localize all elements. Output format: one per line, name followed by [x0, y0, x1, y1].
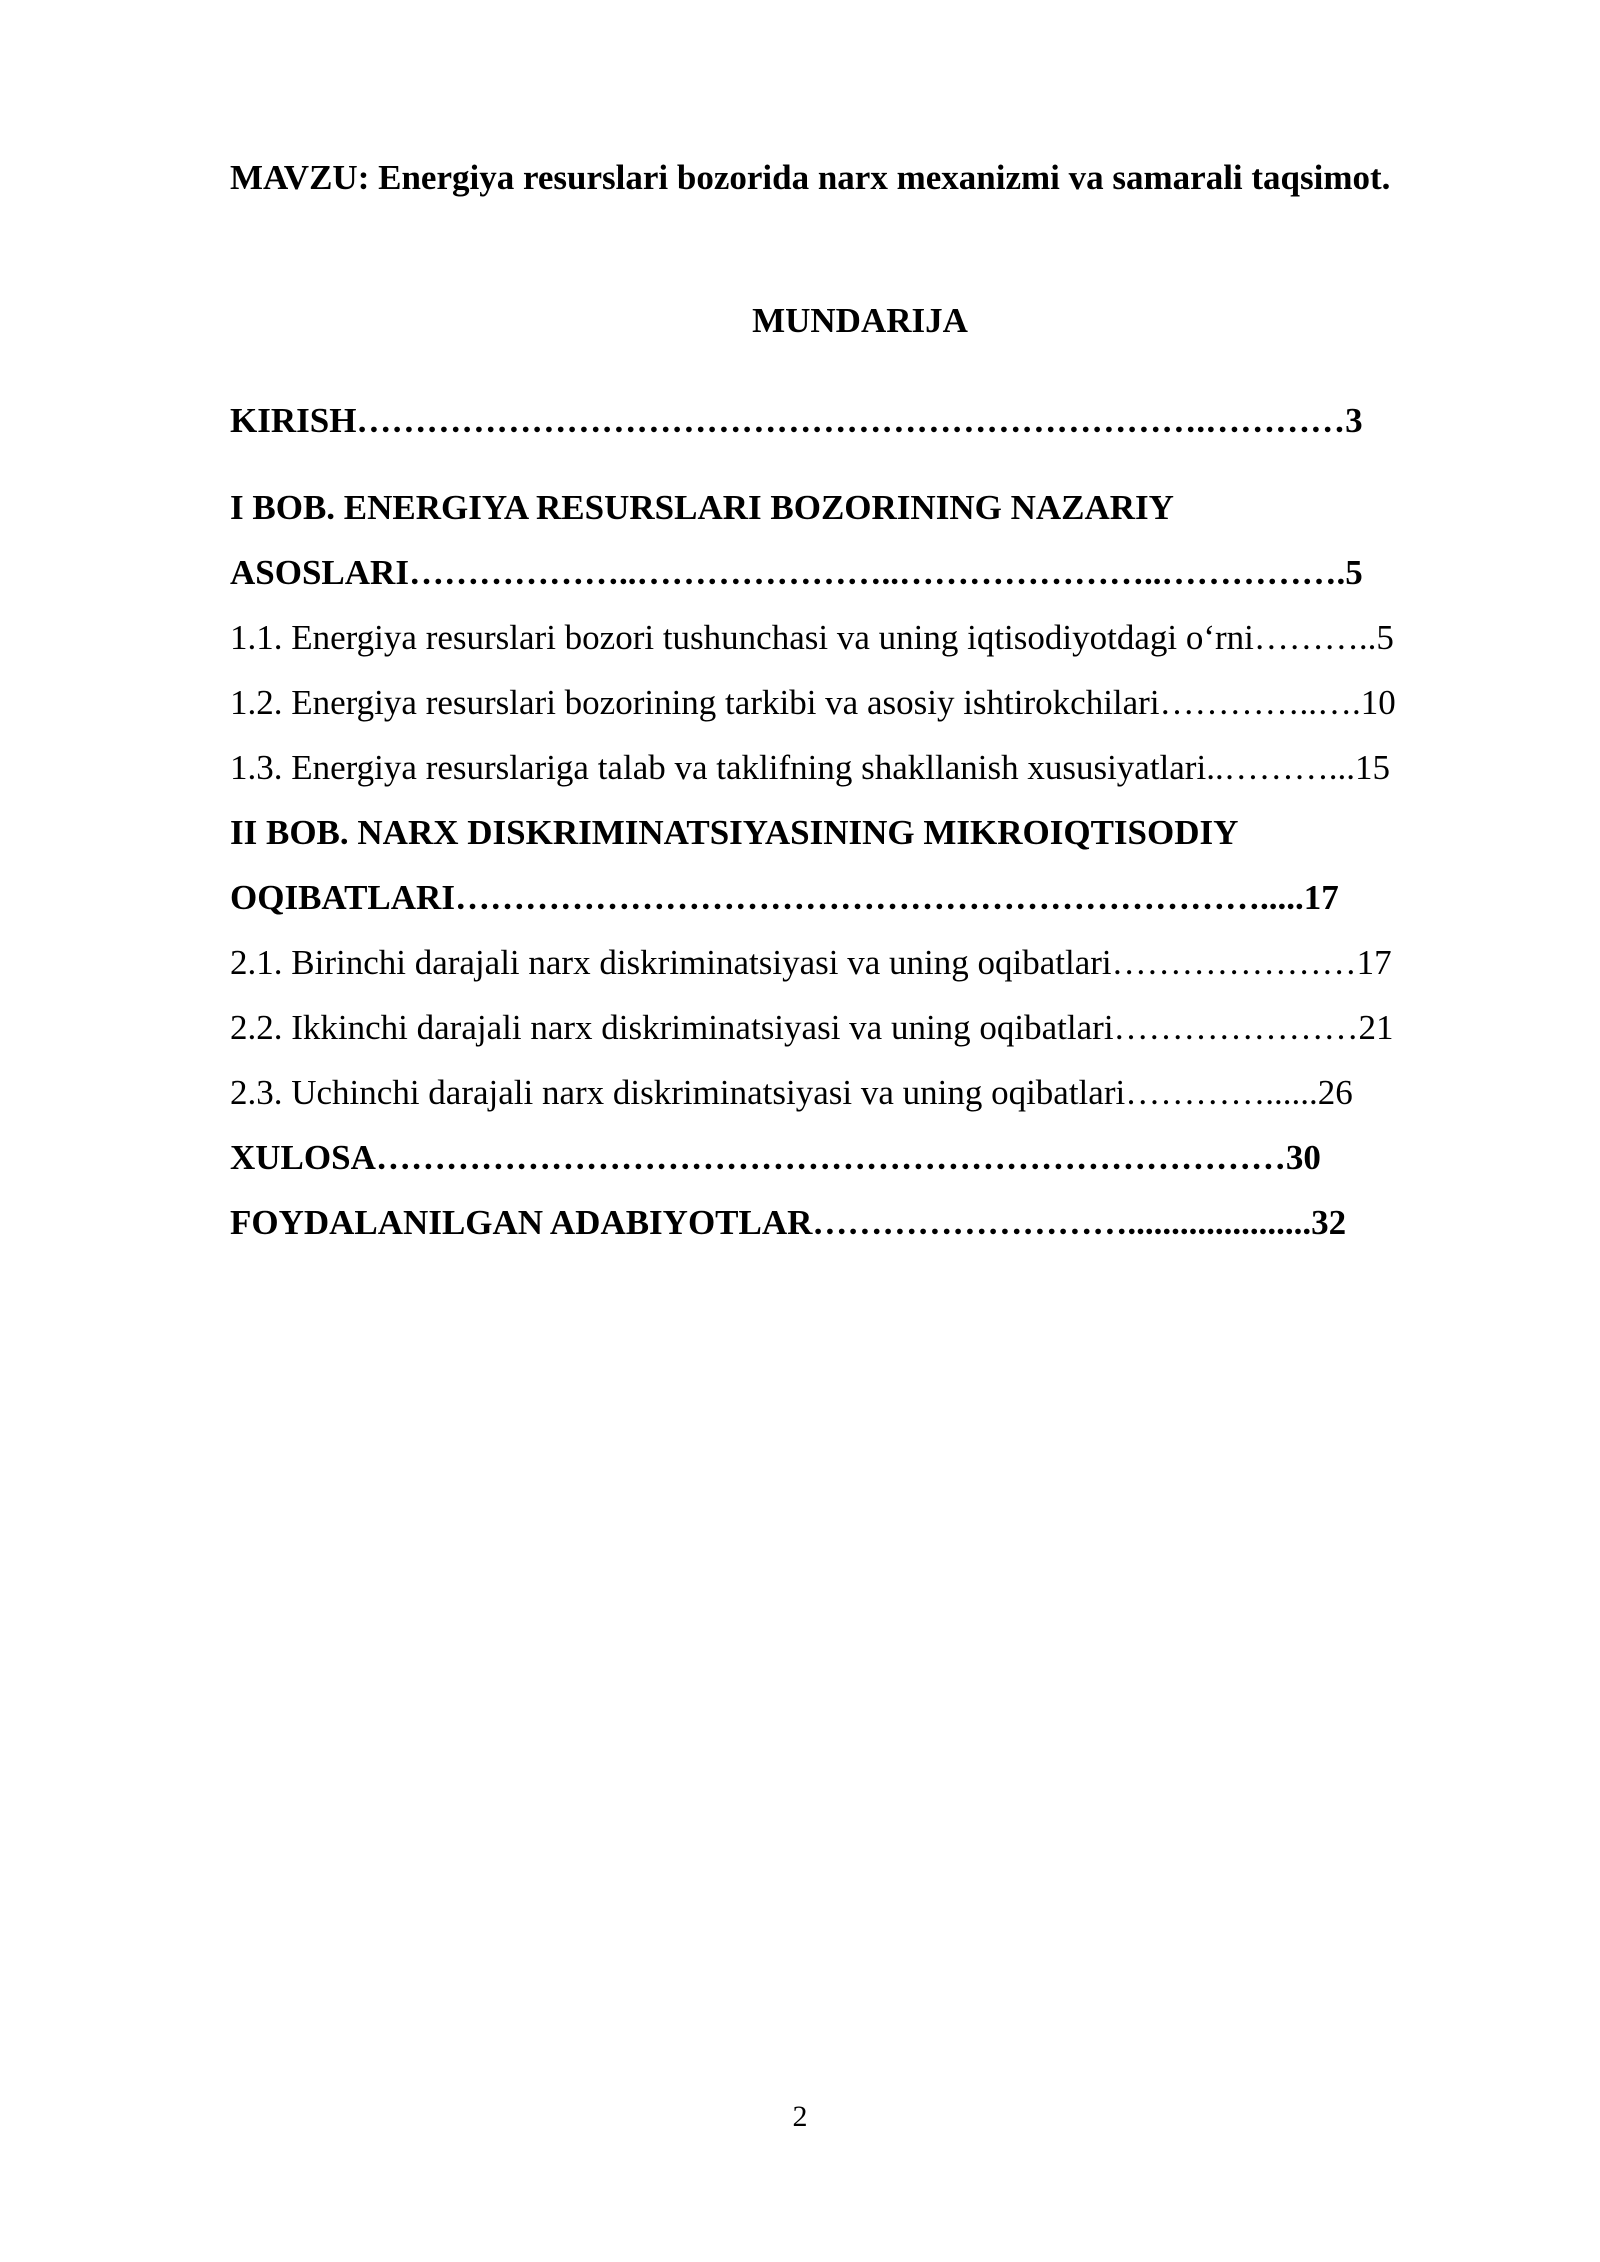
toc-entry-kirish: KIRISH……………………………………………………………….…………3	[230, 401, 1363, 440]
toc-entry-xulosa: XULOSA……………………………………………………………………30	[230, 1138, 1321, 1177]
toc-entry-1-1: 1.1. Energiya resurslari bozori tushunchasi va uning iqtisodiyotdagi o‘rni………..5	[230, 618, 1394, 657]
toc-entry-chapter-2-line-2: OQIBATLARI…………………………………………………………….....17	[230, 878, 1339, 917]
toc-entry-chapter-1-line-1: I BOB. ENERGIYA RESURSLARI BOZORINING NAZARIY	[230, 488, 1174, 527]
toc-entry-chapter-1-line-2: ASOSLARI………………..…………………..…………………..…………….5	[230, 553, 1363, 592]
toc-entry-2-2: 2.2. Ikkinchi darajali narx diskriminatsiyasi va uning oqibatlari…………………21	[230, 1008, 1394, 1047]
toc-entry-references: FOYDALANILGAN ADABIYOTLAR……………………….....................32	[230, 1203, 1347, 1242]
toc-entry-chapter-2-line-1: II BOB. NARX DISKRIMINATSIYASINING MIKROIQTISODIY	[230, 813, 1239, 852]
toc-heading: MUNDARIJA	[752, 301, 968, 340]
toc-entry-1-2: 1.2. Energiya resurslari bozorining tarkibi va asosiy ishtirokchilari…………..….10	[230, 683, 1396, 722]
toc-entry-2-1: 2.1. Birinchi darajali narx diskriminatsiyasi va uning oqibatlari…………………17	[230, 943, 1392, 982]
toc-entry-2-3: 2.3. Uchinchi darajali narx diskriminatsiyasi va uning oqibatlari…………......26	[230, 1073, 1353, 1112]
toc-entry-1-3: 1.3. Energiya resurslariga talab va taklifning shakllanish xususiyatlari..………...15	[230, 748, 1390, 787]
document-topic: MAVZU: Energiya resurslari bozorida narx mexanizmi va samarali taqsimot.	[230, 158, 1391, 197]
page-number: 2	[792, 2100, 808, 2133]
